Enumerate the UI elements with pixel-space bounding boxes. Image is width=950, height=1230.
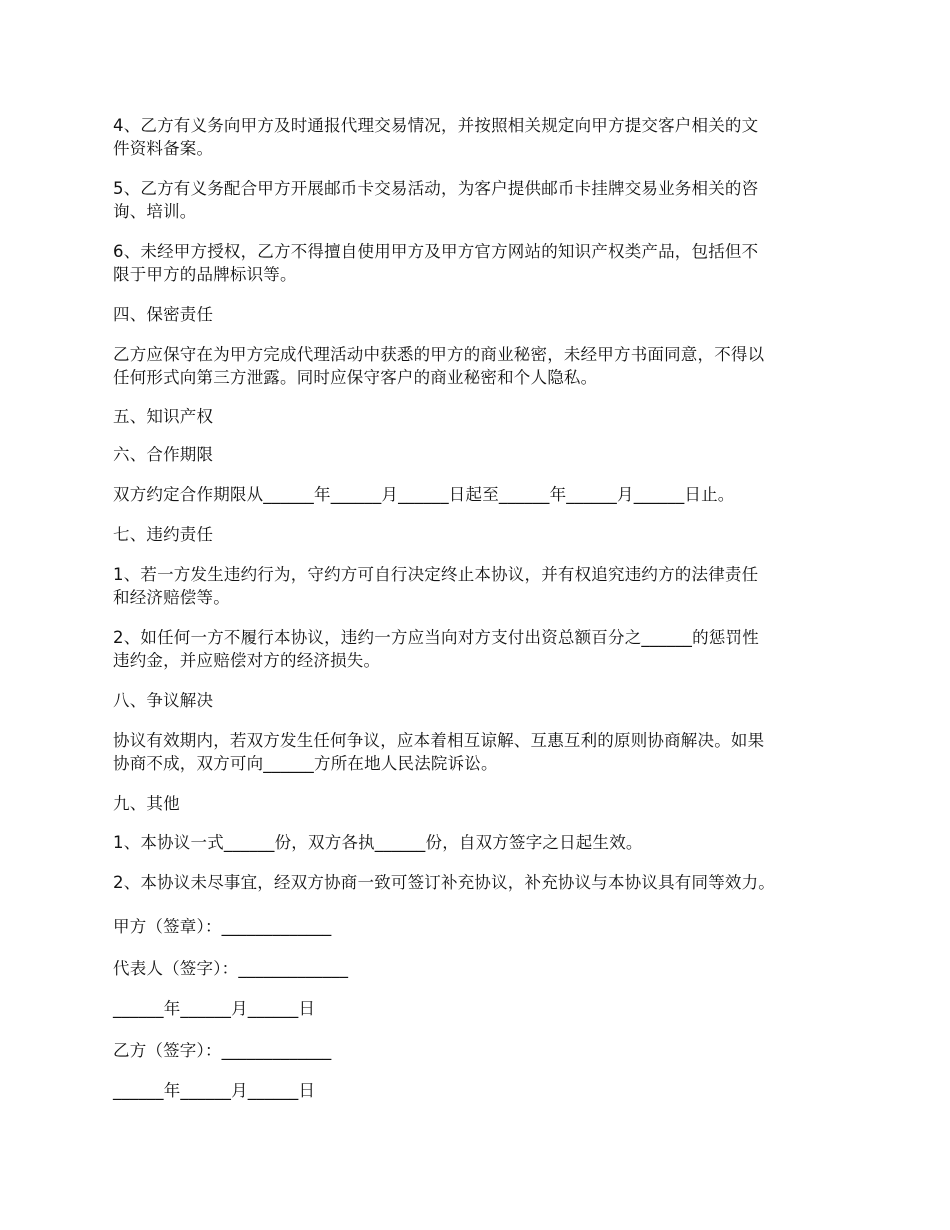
signature-line-representative: 代表人（签字）：_____________	[113, 959, 349, 978]
text-line: 和经济赔偿等。	[113, 588, 230, 607]
signature-line-party-b: 乙方（签字）：_____________	[113, 1041, 332, 1060]
text-line: 1、若一方发生违约行为，守约方可自行决定终止本协议，并有权追究违约方的法律责任	[113, 565, 759, 584]
section-heading: 四、保密责任	[113, 305, 214, 324]
text-line: 违约金，并应赔偿对方的经济损失。	[113, 651, 381, 670]
text-line: 6、未经甲方授权，乙方不得擅自使用甲方及甲方官方网站的知识产权类产品，包括但不	[113, 242, 759, 261]
text-line: 限于甲方的品牌标识等。	[113, 265, 297, 284]
section-heading: 六、合作期限	[113, 445, 214, 464]
text-line: 双方约定合作期限从______年______月______日起至______年______月______日止。	[113, 485, 735, 504]
text-line: 协商不成，双方可向______方所在地人民法院诉讼。	[113, 754, 498, 773]
text-line: 1、本协议一式______份，双方各执______份，自双方签字之日起生效。	[113, 833, 643, 852]
section-heading: 八、争议解决	[113, 691, 214, 710]
section-heading: 五、知识产权	[113, 407, 214, 426]
signature-line-party-a: 甲方（签章）：_____________	[113, 917, 332, 936]
text-line: 协议有效期内，若双方发生任何争议，应本着相互谅解、互惠互利的原则协商解决。如果	[113, 731, 765, 750]
date-line: ______年______月______日	[113, 1081, 316, 1100]
text-line: 5、乙方有义务配合甲方开展邮币卡交易活动，为客户提供邮币卡挂牌交易业务相关的咨	[113, 179, 759, 198]
text-line: 2、如任何一方不履行本协议，违约一方应当向对方支付出资总额百分之______的惩罚性	[113, 628, 759, 647]
date-line: ______年______月______日	[113, 999, 316, 1018]
text-line: 件资料备案。	[113, 139, 214, 158]
text-line: 4、乙方有义务向甲方及时通报代理交易情况，并按照相关规定向甲方提交客户相关的文	[113, 116, 759, 135]
section-heading: 七、违约责任	[113, 525, 214, 544]
text-line: 2、本协议未尽事宜，经双方协商一致可签订补充协议，补充协议与本协议具有同等效力。	[113, 873, 775, 892]
text-line: 任何形式向第三方泄露。同时应保守客户的商业秘密和个人隐私。	[113, 368, 598, 387]
section-heading: 九、其他	[113, 794, 180, 813]
text-line: 询、培训。	[113, 202, 197, 221]
text-line: 乙方应保守在为甲方完成代理活动中获悉的甲方的商业秘密，未经甲方书面同意，不得以	[113, 345, 765, 364]
